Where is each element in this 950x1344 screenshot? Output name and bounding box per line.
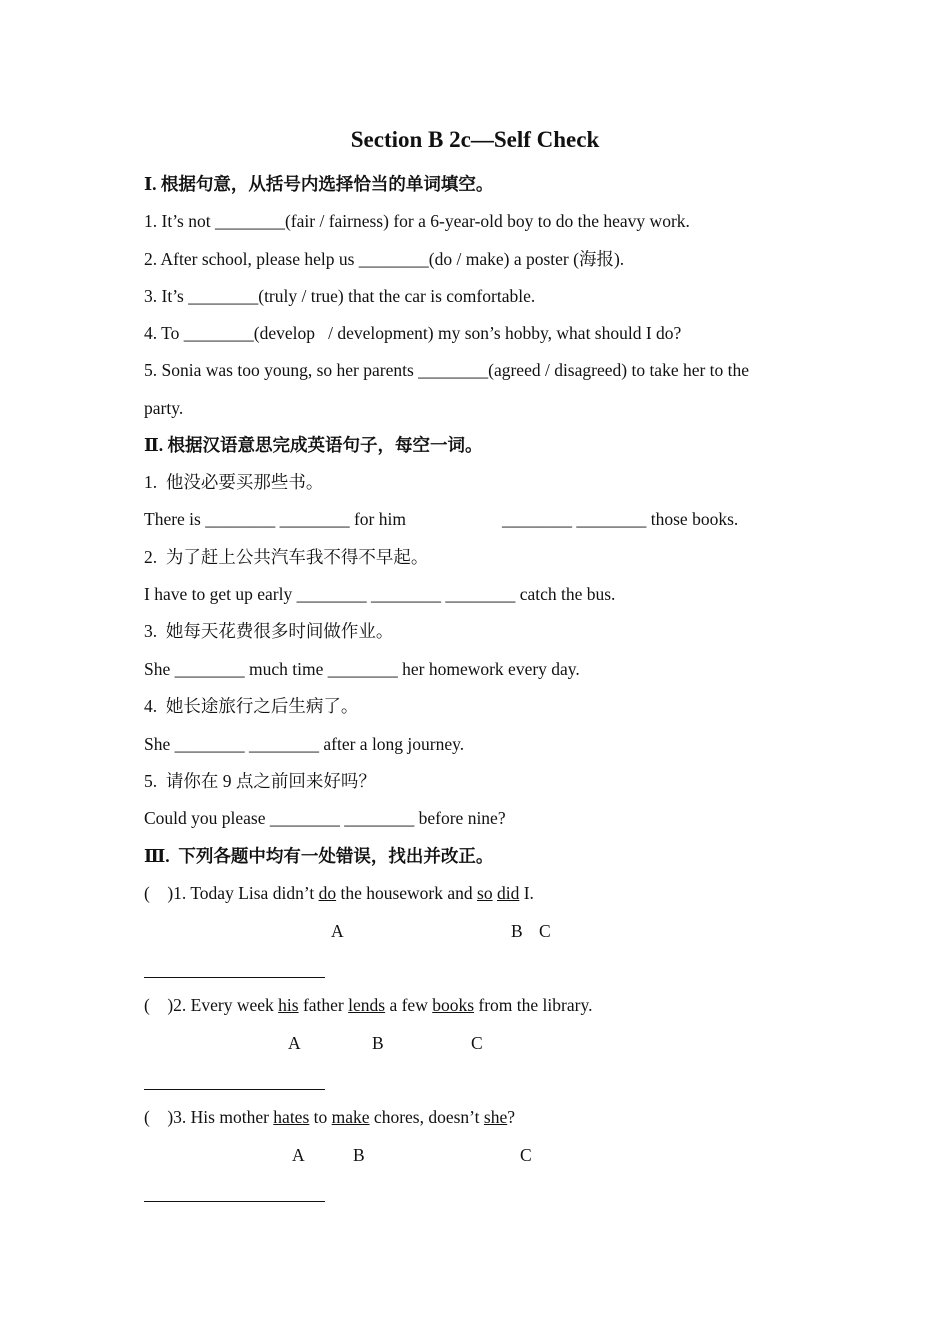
q2-option-c: books bbox=[432, 995, 475, 1015]
s3-question-2: ( )2. Every week his father lends a few books from the library. bbox=[144, 995, 593, 1015]
section-1-heading: Ⅰ. 根据句意，从括号内选择恰当的单词填空。 bbox=[144, 174, 494, 194]
q3-label-c: C bbox=[520, 1145, 532, 1165]
s2-item-1-en-a: There is ________ ________ for him bbox=[144, 509, 406, 529]
section-2-heading: Ⅱ. 根据汉语意思完成英语句子，每空一词。 bbox=[144, 435, 483, 455]
q1-label-a: A bbox=[331, 921, 344, 941]
s2-item-3-cn: 3. 她每天花费很多时间做作业。 bbox=[144, 621, 394, 641]
q2-label-a: A bbox=[288, 1033, 301, 1053]
s2-item-2-en: I have to get up early ________ ________ ________ catch the bus. bbox=[144, 584, 616, 604]
s2-item-3-en: She ________ much time ________ her homework every day. bbox=[144, 659, 580, 679]
page-title: Section B 2c—Self Check bbox=[350, 127, 600, 152]
q2-answer-line bbox=[144, 1089, 325, 1090]
q2-option-a: his bbox=[278, 995, 299, 1015]
s2-item-5-en: Could you please ________ ________ before nine? bbox=[144, 808, 506, 828]
s2-item-4-en: She ________ ________ after a long journey. bbox=[144, 734, 465, 754]
s2-item-2-cn: 2. 为了赶上公共汽车我不得不早起。 bbox=[144, 547, 429, 567]
q1-option-c: did bbox=[496, 883, 520, 903]
section-3-heading: Ⅲ. 下列各题中均有一处错误，找出并改正。 bbox=[144, 846, 494, 866]
s1-item-5-cont: party. bbox=[144, 398, 184, 418]
q3-option-c: she bbox=[483, 1107, 508, 1127]
q3-option-b: make bbox=[331, 1107, 370, 1127]
s3-question-1: ( )1. Today Lisa didn’t do the housework and so did I. bbox=[144, 883, 534, 903]
q2-label-b: B bbox=[372, 1033, 384, 1053]
s1-item-1: 1. It’s not ________(fair / fairness) for a 6-year-old boy to do the heavy work. bbox=[144, 211, 690, 231]
q2-label-c: C bbox=[471, 1033, 483, 1053]
q1-label-b: B bbox=[511, 921, 523, 941]
q3-label-b: B bbox=[353, 1145, 365, 1165]
s1-item-4: 4. To ________(develop / development) my son’s hobby, what should I do? bbox=[144, 323, 682, 343]
s1-item-2: 2. After school, please help us ________(do / make) a poster (海报). bbox=[144, 249, 625, 269]
s1-item-3: 3. It’s ________(truly / true) that the car is comfortable. bbox=[144, 286, 536, 306]
s3-question-3: ( )3. His mother hates to make chores, doesn’t she? bbox=[144, 1107, 516, 1127]
s2-item-5-cn: 5. 请你在 9 点之前回来好吗？ bbox=[144, 771, 376, 791]
q3-option-a: hates bbox=[273, 1107, 310, 1127]
s2-item-4-cn: 4. 她长途旅行之后生病了。 bbox=[144, 696, 359, 716]
q3-answer-line bbox=[144, 1201, 325, 1202]
q3-label-a: A bbox=[292, 1145, 305, 1165]
q1-option-a: do bbox=[318, 883, 337, 903]
s1-item-5: 5. Sonia was too young, so her parents ________(agreed / disagreed) to take her to the bbox=[144, 360, 750, 380]
q1-option-b: so bbox=[477, 883, 493, 903]
q2-option-b: lends bbox=[348, 995, 386, 1015]
s2-item-1-cn: 1. 他没必要买那些书。 bbox=[144, 472, 324, 492]
q1-answer-line bbox=[144, 977, 325, 978]
s2-item-1-en-b: ________ ________ those books. bbox=[502, 509, 739, 529]
q1-label-c: C bbox=[539, 921, 551, 941]
